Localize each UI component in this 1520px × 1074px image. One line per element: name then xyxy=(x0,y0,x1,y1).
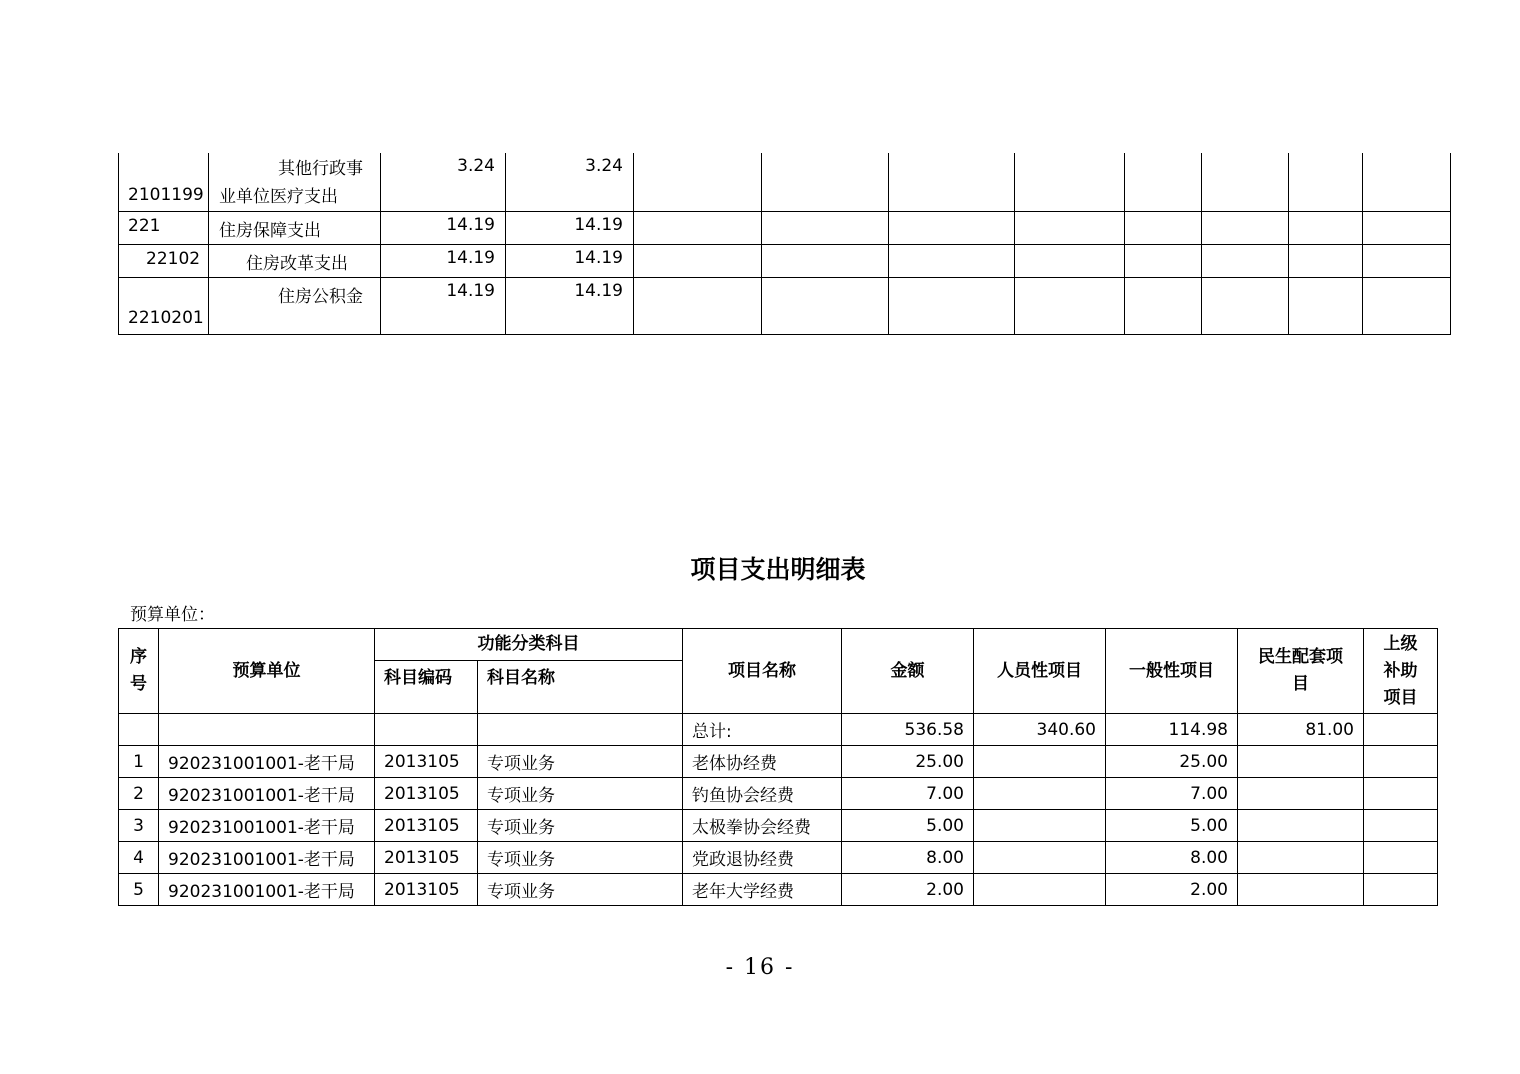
header-seq xyxy=(119,629,159,714)
row-budget-unit: 920231001001-老干局 xyxy=(159,874,375,906)
total-general: 114.98 xyxy=(1106,714,1238,746)
row-amount: 25.00 xyxy=(842,746,974,778)
row-subject-name: 专项业务 xyxy=(478,842,683,874)
header-subject-name: 科目名称 xyxy=(478,661,683,714)
row-budget-unit: 920231001001-老干局 xyxy=(159,778,375,810)
row-subject-name: 专项业务 xyxy=(478,778,683,810)
total-amount: 536.58 xyxy=(842,714,974,746)
row-project-name: 老年大学经费 xyxy=(683,874,842,906)
row-seq: 1 xyxy=(119,746,159,778)
basic-amount: 14.19 xyxy=(506,245,634,278)
row-subject-code: 2013105 xyxy=(375,746,478,778)
total-amount: 14.19 xyxy=(381,212,506,245)
row-subject-code: 2013105 xyxy=(375,874,478,906)
header-budget-unit: 预算单位 xyxy=(159,629,375,714)
row-general: 2.00 xyxy=(1106,874,1238,906)
header-general: 一般性项目 xyxy=(1106,629,1238,714)
basic-amount: 14.19 xyxy=(506,212,634,245)
total-row xyxy=(119,714,1438,746)
project-expenditure-table xyxy=(118,628,1438,906)
header-superior-subsidy xyxy=(1364,629,1438,714)
header-project-name: 项目名称 xyxy=(683,629,842,714)
header-superior-line3: 项目 xyxy=(1383,687,1418,708)
row-amount: 5.00 xyxy=(842,810,974,842)
header-superior-line1: 上级 xyxy=(1383,633,1418,654)
page-number: - 16 - xyxy=(725,955,795,980)
row-project-name: 太极拳协会经费 xyxy=(683,810,842,842)
row-subject-name: 专项业务 xyxy=(478,810,683,842)
row-subject-name: 专项业务 xyxy=(478,746,683,778)
table-row xyxy=(119,810,1438,842)
header-subject-code: 科目编码 xyxy=(375,661,478,714)
table-row xyxy=(119,746,1438,778)
basic-amount: 3.24 xyxy=(506,153,634,212)
total-amount: 14.19 xyxy=(381,245,506,278)
row-project-name: 钓鱼协会经费 xyxy=(683,778,842,810)
subject-name: 住房保障支出 xyxy=(209,212,381,245)
table-row xyxy=(119,212,1451,245)
page-title: 项目支出明细表 xyxy=(690,555,866,584)
row-seq: 4 xyxy=(119,842,159,874)
row-general: 8.00 xyxy=(1106,842,1238,874)
subject-name xyxy=(209,153,381,212)
table-row xyxy=(119,874,1438,906)
budget-unit-label: 预算单位： xyxy=(130,605,215,625)
total-label: 总计: xyxy=(683,714,842,746)
row-general: 25.00 xyxy=(1106,746,1238,778)
row-subject-code: 2013105 xyxy=(375,842,478,874)
total-amount: 3.24 xyxy=(381,153,506,212)
header-livelihood-line1: 民生配套项 xyxy=(1258,647,1343,667)
row-general: 7.00 xyxy=(1106,778,1238,810)
header-seq-line1: 序 xyxy=(130,647,147,667)
total-livelihood: 81.00 xyxy=(1238,714,1364,746)
row-subject-name: 专项业务 xyxy=(478,874,683,906)
total-personnel: 340.60 xyxy=(974,714,1106,746)
row-budget-unit: 920231001001-老干局 xyxy=(159,842,375,874)
row-seq: 3 xyxy=(119,810,159,842)
header-amount: 金额 xyxy=(842,629,974,714)
header-superior-line2: 补助 xyxy=(1383,660,1418,681)
subject-name-line1: 其他行政事 xyxy=(278,159,363,179)
table-row xyxy=(119,153,1451,212)
expenditure-table-continued xyxy=(118,153,1451,335)
row-project-name: 老体协经费 xyxy=(683,746,842,778)
table-row xyxy=(119,278,1451,335)
subject-name: 住房改革支出 xyxy=(209,245,381,278)
row-seq: 2 xyxy=(119,778,159,810)
row-amount: 2.00 xyxy=(842,874,974,906)
subject-code: 2210201 xyxy=(119,278,209,335)
row-amount: 7.00 xyxy=(842,778,974,810)
row-subject-code: 2013105 xyxy=(375,778,478,810)
row-amount: 8.00 xyxy=(842,842,974,874)
header-seq-line2: 号 xyxy=(130,674,147,694)
header-row xyxy=(119,629,1438,661)
header-personnel: 人员性项目 xyxy=(974,629,1106,714)
row-seq: 5 xyxy=(119,874,159,906)
row-subject-code: 2013105 xyxy=(375,810,478,842)
row-general: 5.00 xyxy=(1106,810,1238,842)
row-project-name: 党政退协经费 xyxy=(683,842,842,874)
header-function-class: 功能分类科目 xyxy=(375,629,683,661)
subject-code: 221 xyxy=(119,212,209,245)
total-amount: 14.19 xyxy=(381,278,506,335)
table-row xyxy=(119,842,1438,874)
table-row xyxy=(119,245,1451,278)
header-livelihood-line2: 目 xyxy=(1292,674,1309,694)
subject-code: 22102 xyxy=(119,245,209,278)
row-budget-unit: 920231001001-老干局 xyxy=(159,810,375,842)
basic-amount: 14.19 xyxy=(506,278,634,335)
subject-code: 2101199 xyxy=(119,153,209,212)
table-row xyxy=(119,778,1438,810)
header-livelihood xyxy=(1238,629,1364,714)
subject-name-line2: 业单位医疗支出 xyxy=(219,187,338,207)
row-budget-unit: 920231001001-老干局 xyxy=(159,746,375,778)
subject-name: 住房公积金 xyxy=(209,278,381,335)
